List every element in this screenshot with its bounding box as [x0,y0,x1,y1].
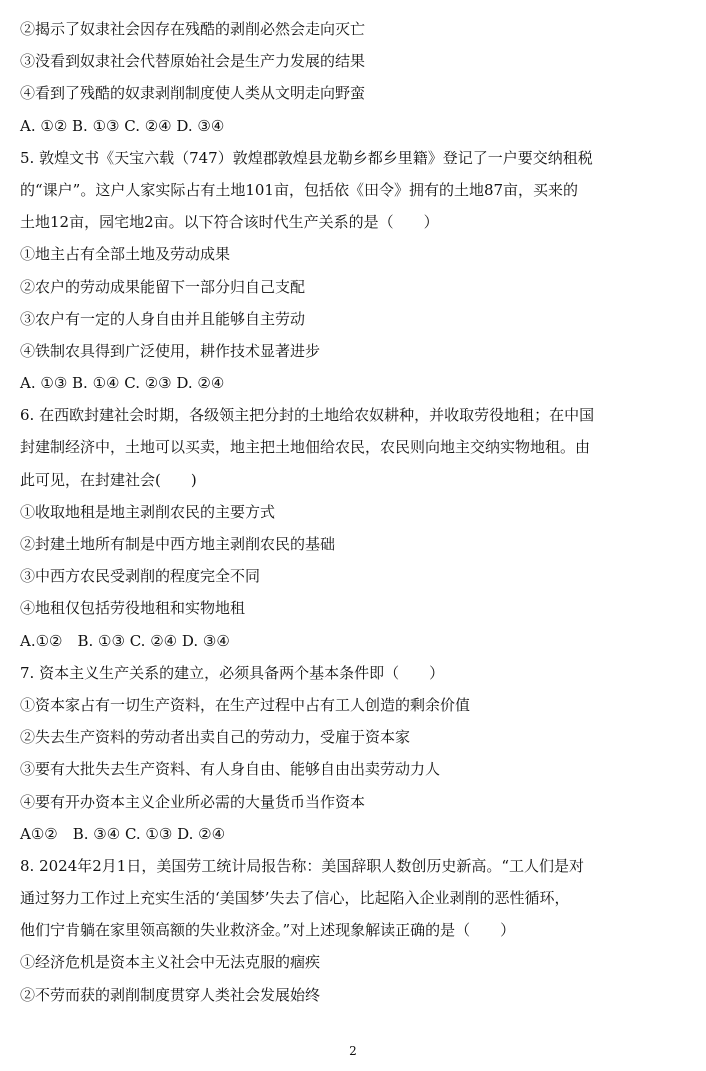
text-line: ②揭示了奴隶社会因存在残酷的剥削必然会走向灭亡 [20,20,366,38]
text-line: ③要有大批失去生产资料、有人身自由、能够自由出卖劳动力人 [20,760,441,779]
text-line: ①地主占有全部土地及劳动成果 [20,245,231,264]
question-5-stem: 5. 敦煌文书《天宝六载（747）敦煌郡敦煌县龙勒乡都乡里籍》登记了一户要交纳租税 [20,148,593,167]
text-line: ④铁制农具得到广泛使用，耕作技术显著进步 [20,341,321,360]
text-line: ④地租仅包括劳役地租和实物地租 [20,599,246,618]
answer-options: A①② B. ③④ C. ①③ D. ②④ [20,824,226,843]
question-6-stem: 此可见，在封建社会( ) [20,470,197,489]
text-line: ③没看到奴隶社会代替原始社会是生产力发展的结果 [20,52,366,71]
question-5-stem: 的“课户”。这户人家实际占有土地101亩，包括依《田令》拥有的土地87亩，买来的 [20,180,579,199]
question-6-stem: 封建制经济中，土地可以买卖，地主把土地佃给农民，农民则向地主交纳实物地租。由 [20,438,591,457]
question-7-stem: 7. 资本主义生产关系的建立，必须具备两个基本条件即（ ） [20,663,445,682]
text-line: ①收取地租是地主剥削农民的主要方式 [20,502,276,521]
text-line: ④要有开办资本主义企业所必需的大量货币当作资本 [20,792,366,811]
text-line: ①经济危机是资本主义社会中无法克服的痼疾 [20,953,321,972]
question-8-stem: 8. 2024年2月1日，美国劳工统计局报告称：美国辞职人数创历史新高。“工人们是对 [20,856,585,875]
question-6-stem: 6. 在西欧封建社会时期，各级领主把分封的土地给农奴耕种，并收取劳役地租；在中国 [20,406,595,425]
text-line: ②不劳而获的剥削制度贯穿人类社会发展始终 [20,985,321,1004]
text-line: ③农户有一定的人身自由并且能够自主劳动 [20,309,306,328]
page-number: 2 [349,1044,357,1058]
text-line: ④看到了残酷的奴隶剥削制度使人类从文明走向野蛮 [20,84,366,103]
question-8-stem: 通过努力工作过上充实生活的‘美国梦’失去了信心，比起陷入企业剥削的恶性循环， [20,889,570,908]
answer-options: A. ①② B. ①③ C. ②④ D. ③④ [20,116,225,135]
text-line: ②封建土地所有制是中西方地主剥削农民的基础 [20,535,336,553]
text-line: ②农户的劳动成果能留下一部分归自己支配 [20,277,306,296]
text-line: ②失去生产资料的劳动者出卖自己的劳动力，受雇于资本家 [20,728,411,747]
text-line: ③中西方农民受剥削的程度完全不同 [20,567,261,586]
question-8-stem: 他们宁肯躺在家里领高额的失业救济金。”对上述现象解读正确的是（ ） [20,921,516,940]
answer-options: A. ①③ B. ①④ C. ②③ D. ②④ [20,374,225,393]
document-body [20,13,690,1011]
text-line: ①资本家占有一切生产资料，在生产过程中占有工人创造的剩余价值 [20,695,471,714]
answer-options: A.①② B. ①③ C. ②④ D. ③④ [20,631,230,650]
question-5-stem: 土地12亩，园宅地2亩。以下符合该时代生产关系的是（ ） [20,213,439,232]
